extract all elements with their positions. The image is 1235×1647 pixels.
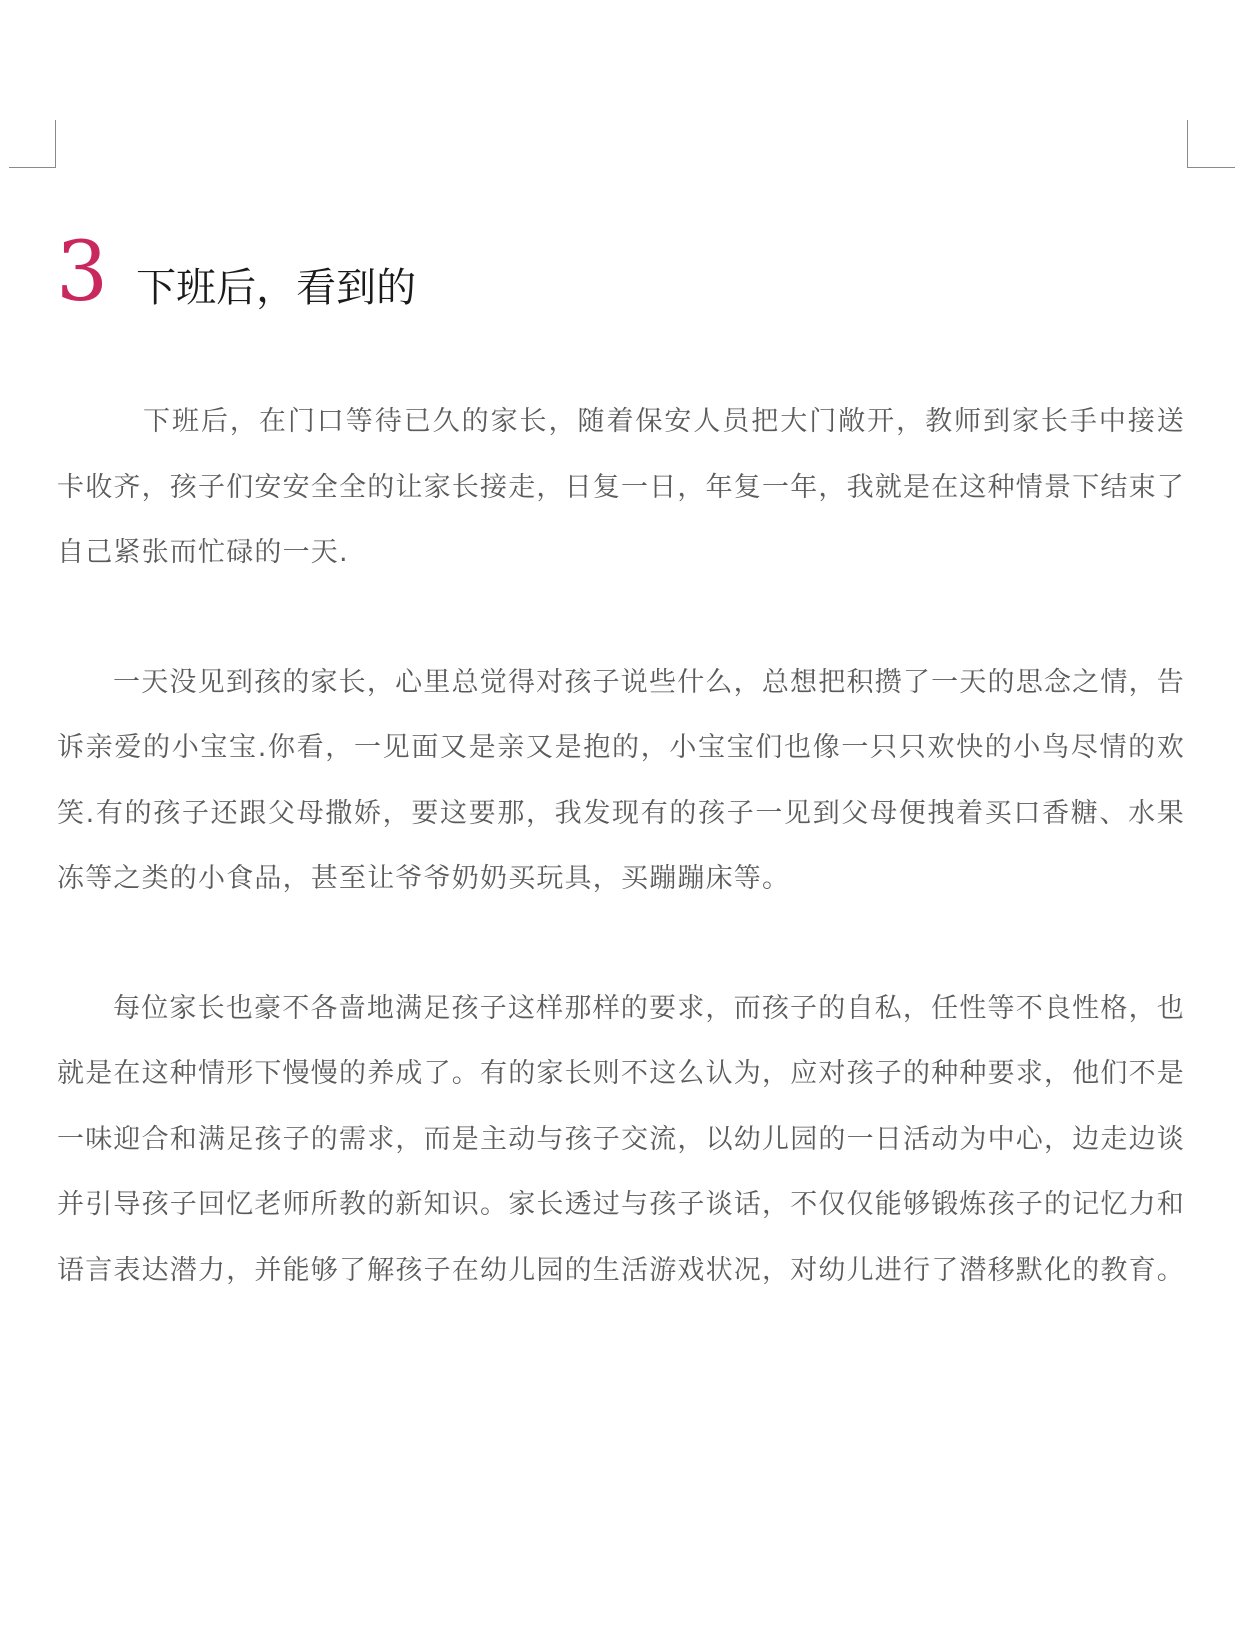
section-heading [56,204,417,320]
paragraph: 每位家长也豪不各啬地满足孩子这样那样的要求，而孩子的自私，任性等不良性格，也就是在这种情形下慢慢的养成了。有的家长则不这么认为，应对孩子的种种要求，他们不是一味迎合和满足孩子的需求，而是主动与孩子交流，以幼儿园的一日活动为中心，边走边谈并引导孩子回忆老师所教的新知识。家长透过与孩子谈话，不仅仅能够锻炼孩子的记忆力和语言表达潜力，并能够了解孩子在幼儿园的生活游戏状况，对幼儿进行了潜移默化的教育。 [57,992,1185,1286]
body-text [57,389,1185,1367]
crop-mark-top-left [9,120,56,168]
paragraph: 一天没见到孩的家长，心里总觉得对孩子说些什么，总想把积攒了一天的思念之情，告诉亲爱的小宝宝.你看，一见面又是亲又是抱的，小宝宝们也像一只只欢快的小鸟尽情的欢笑.有的孩子还跟父母撒娇，要这要那，我发现有的孩子一见到父母便拽着买口香糖、水果冻等之类的小食品，甚至让爷爷奶奶买玩具，买蹦蹦床等。 [57,666,1185,894]
section-number: 3 [56,225,109,320]
section-title: 下班后，看到的 [136,265,417,311]
paragraph: 下班后，在门口等待已久的家长，随着保安人员把大门敞开，教师到家长手中接送卡收齐，孩子们安安全全的让家长接走，日复一日，年复一年，我就是在这种情景下结束了自己紧张而忙碌的一天. [57,406,1185,568]
crop-mark-top-right [1187,120,1235,168]
